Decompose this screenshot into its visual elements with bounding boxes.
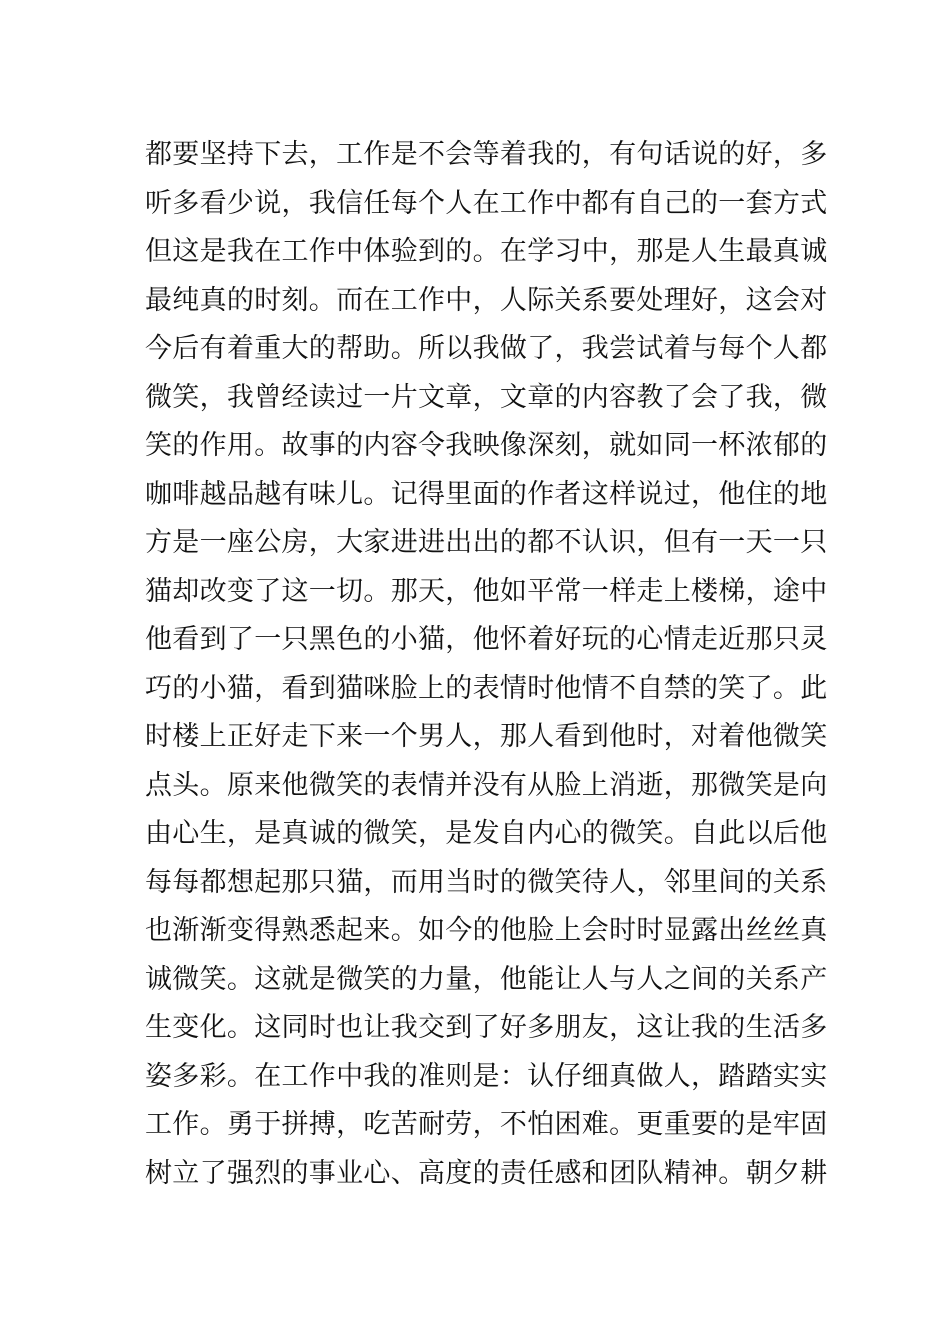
text-line: 都要坚持下去，工作是不会等着我的，有句话说的好，多	[145, 139, 828, 170]
text-line: 今后有着重大的帮助。所以我做了，我尝试着与每个人都	[145, 333, 828, 364]
text-line: 猫却改变了这一切。那天，他如平常一样走上楼梯，途中	[145, 575, 828, 607]
text-line: 树立了强烈的事业心、高度的责任感和团队精神。朝夕耕	[145, 1157, 828, 1189]
text-line: 时楼上正好走下来一个男人，那人看到他时，对着他微笑	[145, 721, 828, 752]
text-line: 咖啡越品越有味儿。记得里面的作者这样说过，他住的地	[145, 478, 828, 510]
text-line: 笑的作用。故事的内容令我映像深刻，就如同一杯浓郁的	[145, 430, 828, 461]
text-line: 工作。勇于拼搏，吃苦耐劳，不怕困难。更重要的是牢固	[145, 1109, 828, 1140]
text-line: 也渐渐变得熟悉起来。如今的他脸上会时时显露出丝丝真	[145, 915, 828, 946]
body-text	[145, 131, 828, 1198]
text-line: 姿多彩。在工作中我的准则是：认仔细真做人，踏踏实实	[145, 1060, 828, 1092]
text-line: 最纯真的时刻。而在工作中，人际关系要处理好，这会对	[145, 284, 828, 316]
text-line: 方是一座公房，大家进进出出的都不认识，但有一天一只	[145, 527, 828, 558]
text-line: 微笑，我曾经读过一片文章，文章的内容教了会了我，微	[145, 381, 828, 413]
text-line: 听多看少说，我信任每个人在工作中都有自己的一套方式	[145, 187, 828, 219]
text-line: 由心生，是真诚的微笑，是发自内心的微笑。自此以后他	[145, 818, 828, 849]
text-line: 每每都想起那只猫，而用当时的微笑待人，邻里间的关系	[145, 866, 828, 898]
text-line: 他看到了一只黑色的小猫，他怀着好玩的心情走近那只灵	[145, 624, 828, 655]
text-line: 巧的小猫，看到猫咪脸上的表情时他情不自禁的笑了。此	[145, 672, 828, 704]
text-line: 诚微笑。这就是微笑的力量，他能让人与人之间的关系产	[145, 963, 828, 995]
text-line: 生变化。这同时也让我交到了好多朋友，这让我的生活多	[145, 1012, 828, 1043]
text-line: 点头。原来他微笑的表情并没有从脸上消逝，那微笑是向	[145, 769, 828, 801]
text-line: 但这是我在工作中体验到的。在学习中，那是人生最真诚	[145, 236, 828, 267]
